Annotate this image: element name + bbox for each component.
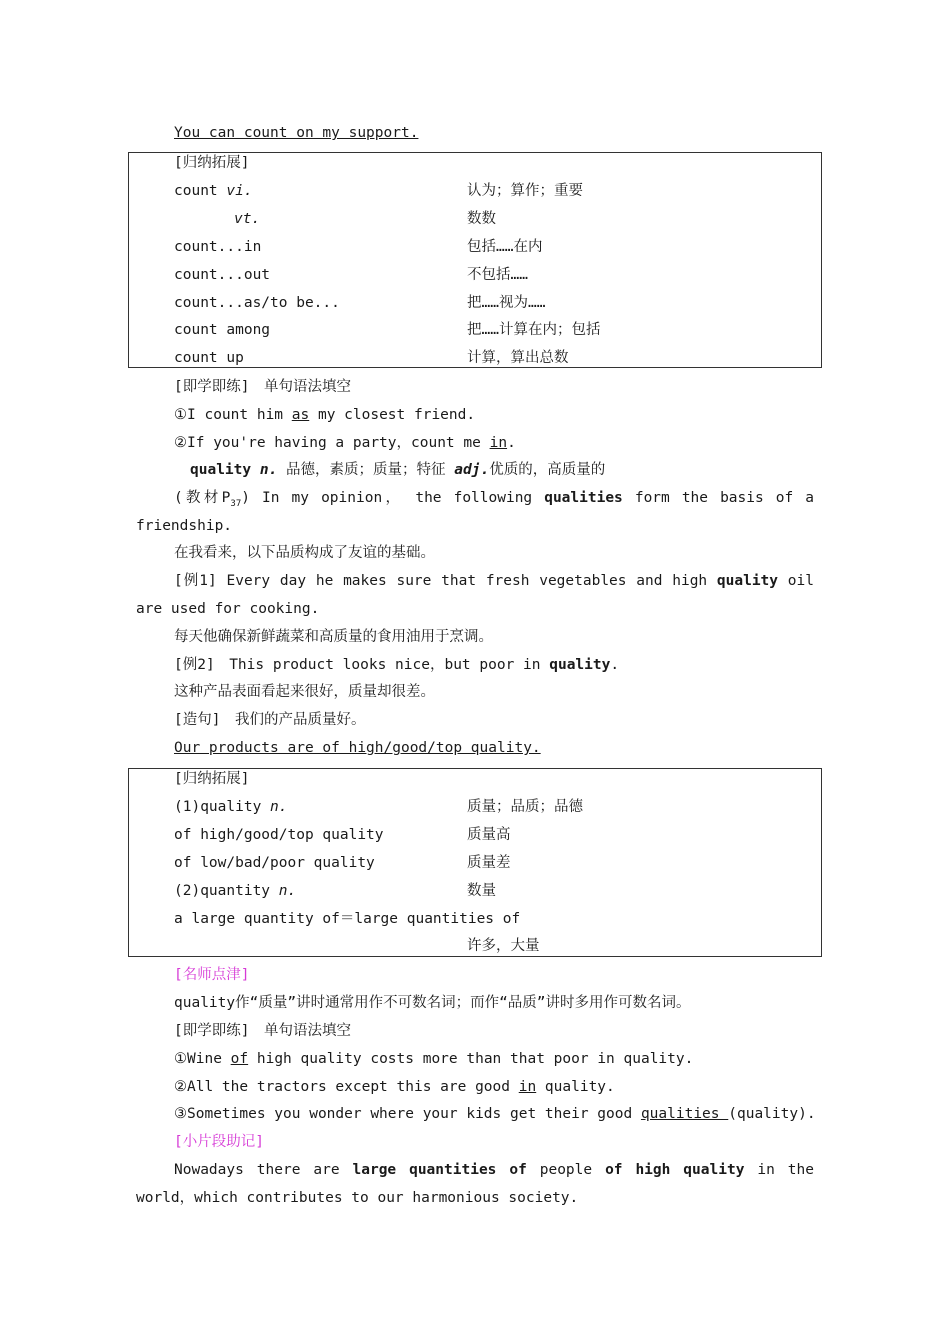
answer-blank: of (230, 1051, 249, 1067)
expansion-term: count...as/to be... (174, 295, 340, 311)
expansion-term: of low/bad/poor quality (174, 855, 375, 871)
example-1-translation: 每天他确保新鲜蔬菜和高质量的食用油用于烹调。 (174, 629, 493, 645)
teacher-note-title: [名师点津] (174, 967, 250, 983)
sentence-answer: Our products are of high/good/top quality. (174, 740, 541, 756)
expansion-meaning: 质量；品质；品德 (467, 799, 583, 815)
memo-title: [小片段助记] (174, 1134, 264, 1150)
practice-title: [即学即练] 单句语法填空 (174, 379, 351, 395)
practice-item: ②If you're having a party，count me in. (174, 435, 516, 451)
textbook-translation: 在我看来，以下品质构成了友谊的基础。 (174, 545, 435, 561)
practice-item: ①Wine of high quality costs more than that poor in quality. (174, 1051, 694, 1067)
expansion-meaning: 许多，大量 (467, 938, 540, 954)
practice-title: [即学即练] 单句语法填空 (174, 1023, 351, 1039)
practice-item: ②All the tractors except this are good in quality. (174, 1079, 615, 1095)
expansion-meaning: 把……计算在内；包括 (467, 322, 601, 338)
expansion-term: count up (174, 350, 244, 366)
textbook-sentence: (教材$P_{37}$) In my opinion， the following qualities form the basis of a (174, 490, 815, 509)
expansion-meaning: 质量高 (467, 827, 511, 843)
sentence-prompt: [造句] 我们的产品质量好。 (174, 712, 366, 728)
example-1: [例1] Every day he makes sure that fresh vegetables and high quality oil (174, 573, 814, 589)
expansion-term: of high/good/top quality (174, 827, 384, 843)
expansion-meaning: 质量差 (467, 855, 511, 871)
memo-sentence-cont: world，which contributes to our harmonious society. (136, 1190, 579, 1206)
box-title: [归纳拓展] (174, 771, 250, 787)
expansion-term: (1)quality n. (174, 799, 288, 815)
expansion-meaning: 认为；算作；重要 (467, 183, 583, 199)
expansion-meaning: 把……视为…… (467, 295, 546, 311)
example-2-translation: 这种产品表面看起来很好，质量却很差。 (174, 684, 435, 700)
expansion-meaning: 计算，算出总数 (467, 350, 569, 366)
expansion-term: vt. (234, 211, 261, 227)
expansion-meaning: 不包括…… (467, 267, 528, 283)
count-example-sentence: You can count on my support. (174, 125, 419, 141)
quality-expansion-box (128, 768, 822, 957)
answer-blank: in (489, 435, 508, 451)
example-1-cont: are used for cooking. (136, 601, 320, 617)
answer-blank: as (291, 407, 310, 423)
expansion-meaning: 数数 (467, 211, 496, 227)
expansion-meaning: 数量 (467, 883, 496, 899)
expansion-term: (2)quantity n. (174, 883, 297, 899)
answer-blank: qualities (640, 1106, 729, 1122)
answer-blank: in (518, 1079, 537, 1095)
expansion-term: count vi. (174, 183, 253, 199)
expansion-term: count among (174, 322, 271, 338)
practice-item: ①I count him as my closest friend. (174, 407, 476, 423)
expansion-term: a large quantity of＝large quantities of (174, 911, 521, 927)
example-2: [例2] This product looks nice，but poor in quality. (174, 657, 620, 673)
teacher-note-text: quality作“质量”讲时通常用作不可数名词；而作“品质”讲时多用作可数名词。 (174, 995, 691, 1011)
count-expansion-box (128, 152, 822, 368)
textbook-sentence-cont: friendship. (136, 518, 233, 534)
memo-sentence: Nowadays there are large quantities of people of high quality in the (174, 1162, 814, 1178)
expansion-term: count...out (174, 267, 271, 283)
practice-item: ③Sometimes you wonder where your kids get their good qualities (quality). (174, 1106, 816, 1122)
expansion-meaning: 包括……在内 (467, 239, 543, 255)
vocab-entry-quality: quality n. 品德，素质；质量；特征 adj.优质的，高质量的 (190, 462, 606, 478)
expansion-term: count...in (174, 239, 262, 255)
box-title: [归纳拓展] (174, 155, 250, 171)
